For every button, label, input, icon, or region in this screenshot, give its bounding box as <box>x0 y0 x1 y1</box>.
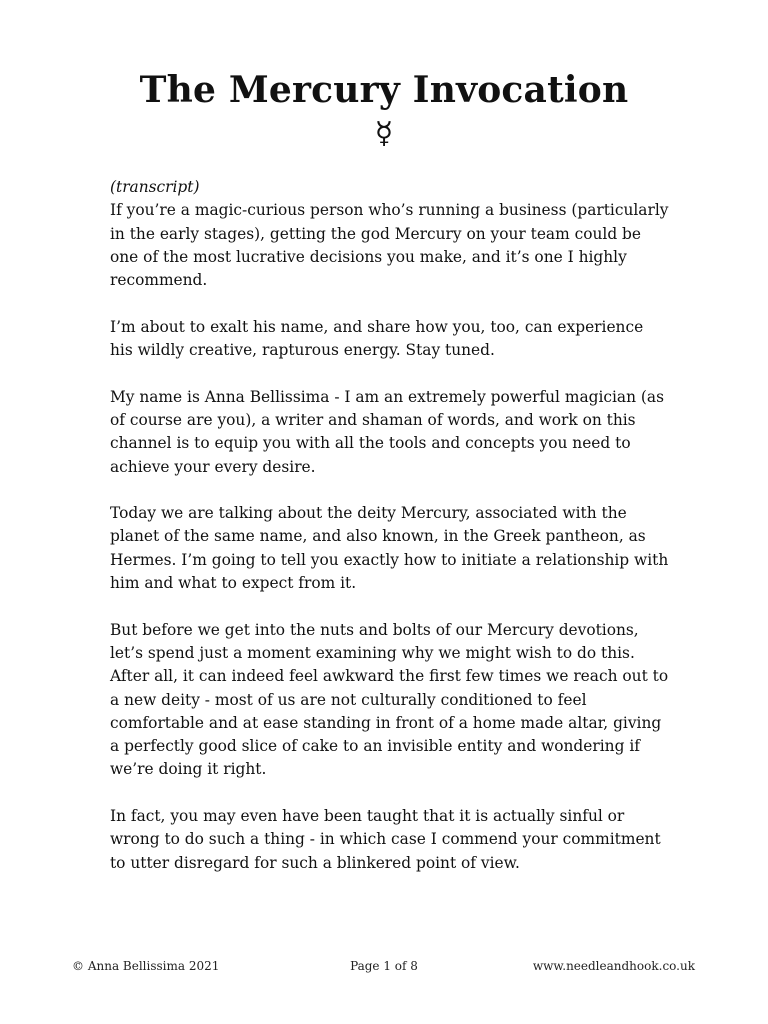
document-body <box>110 176 670 898</box>
paragraph-4: Today we are talking about the deity Mercury, associated with the planet of the same name, and also known, in the Greek pantheon, as Hermes. I’m going to tell you exactly how to initiate a relationship with him and what to expect from it. <box>110 504 669 593</box>
paragraph-5: But before we get into the nuts and bolts of our Mercury devotions, let’s spend just a moment examining why we might wish to do this. After all, it can indeed feel awkward the first few times we reach out to a new deity - most of us are not culturally conditioned to feel comfortable and at ease standing in front of a home made altar, giving a perfectly good slice of cake to an invisible entity and wondering if we’re doing it right. <box>110 620 669 779</box>
footer-copyright: © Anna Bellissima 2021 <box>72 959 220 973</box>
paragraph-1: If you’re a magic-curious person who’s running a business (particularly in the early stages), getting the god Mercury on your team could be one of the most lucrative decisions you make, and it’s one I highly recommend. <box>110 201 669 290</box>
footer-page-number: Page 1 of 8 <box>350 959 418 973</box>
document-subtitle: (transcript) <box>110 178 200 196</box>
document-title: The Mercury Invocation <box>139 69 629 111</box>
paragraph-2: I’m about to exalt his name, and share how you, too, can experience his wildly creative, rapturous energy. Stay tuned. <box>110 317 644 360</box>
footer-website-link[interactable]: www.needleandhook.co.uk <box>532 959 695 973</box>
paragraph-3: My name is Anna Bellissima - I am an extremely powerful magician (as of course are you), a writer and shaman of words, and work on this channel is to equip you with all the tools and concepts you need to achieve your every desire. <box>110 387 664 476</box>
page-footer <box>0 956 768 976</box>
paragraph-6: In fact, you may even have been taught that it is actually sinful or wrong to do such a thing - in which case I commend your commitment to utter disregard for such a blinkered point of view. <box>110 807 661 872</box>
mercury-symbol-icon: ☿ <box>374 116 394 151</box>
